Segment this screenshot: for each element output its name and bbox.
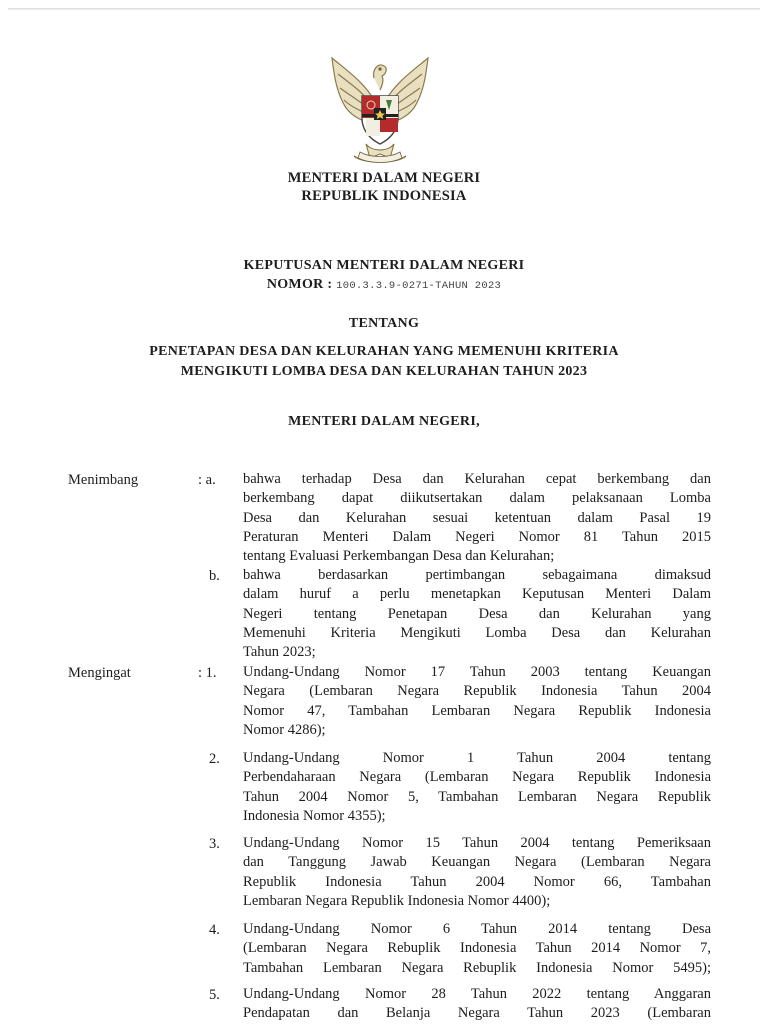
text-line: (Lembaran Negara Rebuplik Indonesia Tahun 2014 Nomor 7,: [243, 940, 711, 957]
text-line: bahwa berdasarkan pertimbangan sebagaimana dimaksud: [243, 567, 711, 583]
text-line: Peraturan Menteri Dalam Negeri Nomor 81 Tahun 2015: [243, 528, 711, 545]
menimbang-label: Menimbang: [68, 472, 139, 488]
republic-heading: REPUBLIK INDONESIA: [301, 188, 467, 204]
garuda-emblem-icon: [324, 52, 436, 170]
text-line: Undang-Undang Nomor 1 Tahun 2004 tentang: [243, 750, 711, 766]
decree-number: [0, 277, 768, 293]
mengingat-item-3: [243, 834, 711, 911]
text-line: Nomor 4286);: [243, 721, 326, 738]
text-line: Undang-Undang Nomor 6 Tahun 2014 tentang Desa: [243, 921, 711, 937]
text-line: dan Tanggung Jawab Keuangan Negara (Lembaran Negara: [243, 854, 711, 871]
text-line: Negeri tentang Penetapan Desa dan Kelurahan yang: [243, 605, 711, 622]
nomor-label: NOMOR :: [266, 277, 333, 292]
subject-line-2: MENGIKUTI LOMBA DESA DAN KELURAHAN TAHUN 2023: [180, 364, 588, 379]
mengingat-item-2: [243, 749, 711, 826]
ministry-heading: MENTERI DALAM NEGERI: [287, 170, 481, 186]
mengingat-item-1: [243, 663, 711, 740]
nomor-value: 100.3.3.9-0271-TAHUN 2023: [336, 280, 502, 292]
text-line: Tambahan Lembaran Negara Rebuplik Indonesia Nomor 5495);: [243, 959, 711, 976]
text-line: Republik Indonesia Tahun 2004 Nomor 66, Tambahan: [243, 873, 711, 890]
text-line: Tahun 2004 Nomor 5, Tambahan Lembaran Negara Republik: [243, 788, 711, 805]
mengingat-marker-2: 2.: [209, 751, 220, 767]
mengingat-item-4: [243, 920, 711, 978]
decree-title: KEPUTUSAN MENTERI DALAM NEGERI: [243, 258, 525, 273]
text-line: Desa dan Kelurahan sesuai ketentuan dalam Pasal 19: [243, 509, 711, 526]
text-line: bahwa terhadap Desa dan Kelurahan cepat berkembang dan: [243, 471, 711, 487]
menimbang-marker-b: b.: [209, 568, 220, 584]
menimbang-item-a: [243, 470, 711, 566]
text-line: dalam huruf a perlu menetapkan Keputusan Menteri Dalam: [243, 586, 711, 603]
mengingat-item-5: [243, 985, 711, 1024]
text-line: Pendapatan dan Belanja Negara Tahun 2023 (Lembaran: [243, 1005, 711, 1022]
text-line: Undang-Undang Nomor 17 Tahun 2003 tentang Keuangan: [243, 664, 711, 680]
text-line: Negara (Lembaran Negara Republik Indonesia Tahun 2004: [243, 683, 711, 700]
text-line: tentang Evaluasi Perkembangan Desa dan Kelurahan;: [243, 548, 555, 565]
issuer-heading: MENTERI DALAM NEGERI,: [288, 414, 480, 429]
mengingat-marker-5: 5.: [209, 987, 220, 1003]
mengingat-marker-3: 3.: [209, 836, 220, 852]
text-line: Lembaran Negara Republik Indonesia Nomor 4400);: [243, 892, 551, 909]
text-line: Undang-Undang Nomor 28 Tahun 2022 tentang Anggaran: [243, 986, 711, 1002]
mengingat-label: Mengingat: [68, 665, 131, 681]
mengingat-marker-4: 4.: [209, 922, 220, 938]
tentang-heading: TENTANG: [348, 316, 420, 331]
text-line: Nomor 47, Tambahan Lembaran Negara Republik Indonesia: [243, 702, 711, 719]
text-line: Tahun 2023;: [243, 644, 316, 661]
menimbang-item-b: [243, 566, 711, 662]
subject-line-1: PENETAPAN DESA DAN KELURAHAN YANG MEMENUHI KRITERIA: [149, 344, 619, 359]
mengingat-marker-1: : 1.: [198, 665, 217, 681]
scan-top-edge: [8, 8, 760, 10]
text-line: Perbendaharaan Negara (Lembaran Negara Republik Indonesia: [243, 769, 711, 786]
text-line: Memenuhi Kriteria Mengikuti Lomba Desa dan Kelurahan: [243, 624, 711, 641]
text-line: Undang-Undang Nomor 15 Tahun 2004 tentang Pemeriksaan: [243, 835, 711, 851]
menimbang-marker-a: : a.: [198, 472, 216, 488]
text-line: Indonesia Nomor 4355);: [243, 807, 386, 824]
text-line: berkembang dapat diikutsertakan dalam pelaksanaan Lomba: [243, 490, 711, 507]
